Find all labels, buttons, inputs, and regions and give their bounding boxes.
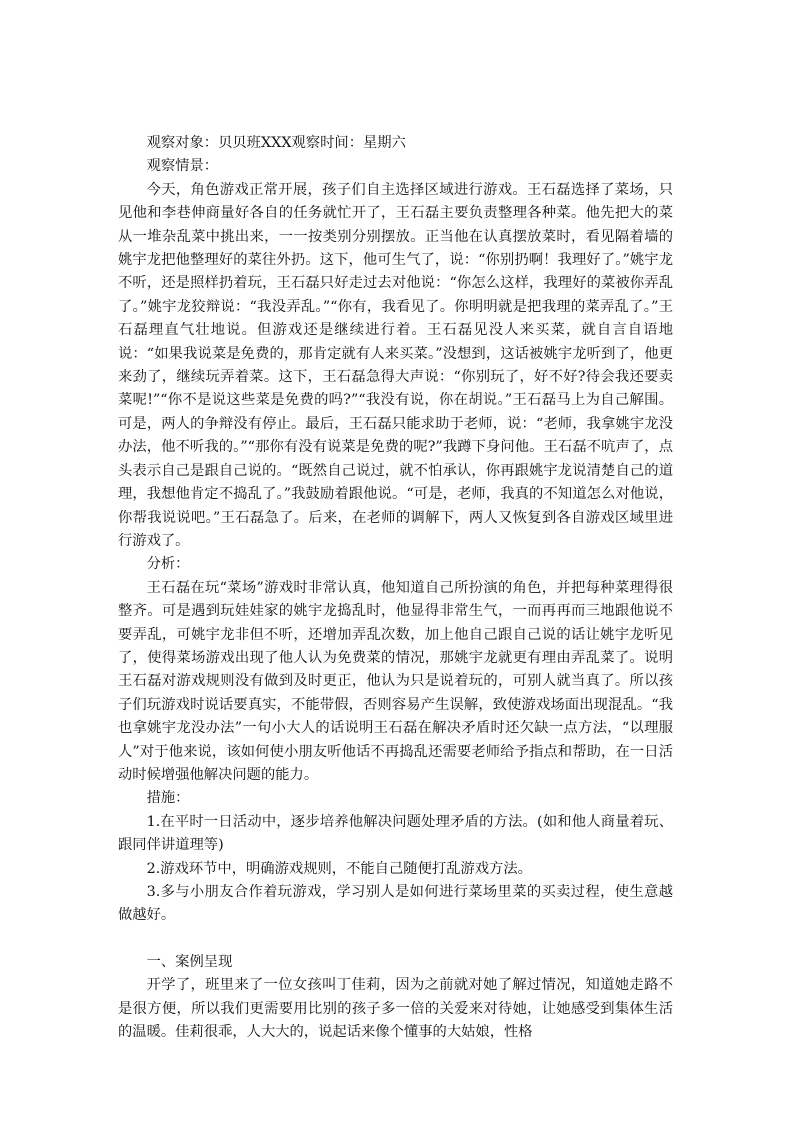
case-heading: 一、案例呈现 [146, 953, 233, 970]
measures-label: 措施： [146, 790, 190, 807]
measure-item-3: 3.多与小朋友合作着玩游戏，学习别人是如何进行菜场里菜的买卖过程，使生意越做越好。 [118, 884, 673, 924]
measure-item-2: 2.游戏环节中，明确游戏规则，不能自己随便打乱游戏方法。 [146, 860, 532, 877]
situation-label: 观察情景： [146, 158, 219, 175]
analysis-label: 分析： [146, 556, 190, 573]
situation-paragraph: 今天，角色游戏正常开展，孩子们自主选择区域进行游戏。王石磊选择了菜场，只见他和李巷伸商量好各自的任务就忙开了，王石磊主要负责整理各种菜。他先把大的菜从一堆杂乱菜中挑出来，一一按类别分别摆放。正当他在认真摆放菜时，看见隔着墙的姚宇龙把他整理好的菜往外扔。这下，他可生气了，说：“你别扔啊！我理好了。”姚宇龙不听，还是照样扔着玩，王石磊只好走过去对他说：“你怎么这样，我理好的菜被你弄乱了。”姚宇龙狡辩说：“我没弄乱。”“你有，我看见了。你明明就是把我理的菜弄乱了。”王石磊理直气壮地说。但游戏还是继续进行着。王石磊见没人来买菜，就自言自语地说：“如果我说菜是免费的，那肯定就有人来买菜。”没想到，这话被姚宇龙听到了，他更来劲了，继续玩弄着菜。这下，王石磊急得大声说：“你别玩了，好不好?待会我还要卖菜呢!”“你不是说这些菜是免费的吗?”“我没有说，你在胡说。”王石磊马上为自己解围。可是，两人的争辩没有停止。最后，王石磊只能求助于老师，说：“老师，我拿姚宇龙没办法，他不听我的。”“那你有没有说菜是免费的呢?”我蹲下身问他。王石磊不吭声了，点头表示自己是跟自己说的。“既然自己说过，就不怕承认，你再跟姚宇龙说清楚自己的道理，我想他肯定不捣乱了。”我鼓励着跟他说。“可是，老师，我真的不知道怎么对他说，你帮我说说吧。”王石磊急了。后来，在老师的调解下，两人又恢复到各自游戏区域里进行游戏了。 [118, 181, 673, 549]
document-body [118, 132, 673, 1044]
analysis-paragraph: 王石磊在玩“菜场”游戏时非常认真，他知道自己所扮演的角色，并把每种菜理得很整齐。可是遇到玩娃娃家的姚宇龙捣乱时，他显得非常生气，一而再再而三地跟他说不要弄乱，可姚宇龙非但不听，还增加弄乱次数，加上他自己跟自己说的话让姚宇龙听见了，使得菜场游戏出现了他人认为免费菜的情况，那姚宇龙就更有理由弄乱菜了。说明王石磊对游戏规则没有做到及时更正，他认为只是说着玩的，可别人就当真了。所以孩子们玩游戏时说话要真实，不能带假，否则容易产生误解，致使游戏场面出现混乱。“我也拿姚宇龙没办法”一句小大人的话说明王石磊在解决矛盾时还欠缺一点方法，“以理服人”对于他来说，该如何使小朋友听他话不再捣乱还需要老师给予指点和帮助，在一日活动时候增强他解决问题的能力。 [118, 579, 673, 783]
case-paragraph: 开学了，班里来了一位女孩叫丁佳莉，因为之前就对她了解过情况，知道她走路不是很方便，所以我们更需要用比别的孩子多一倍的关爱来对待她，让她感受到集体生活的温暖。佳莉很乖，人大大的，说起话来像个懂事的大姑娘，性格 [118, 977, 673, 1041]
measure-item-1: 1.在平时一日活动中，逐步培养他解决问题处理矛盾的方法。(如和他人商量着玩、跟同伴讲道理等) [118, 813, 673, 854]
observation-header: 观察对象：贝贝班XXX观察时间：星期六 [146, 135, 406, 151]
